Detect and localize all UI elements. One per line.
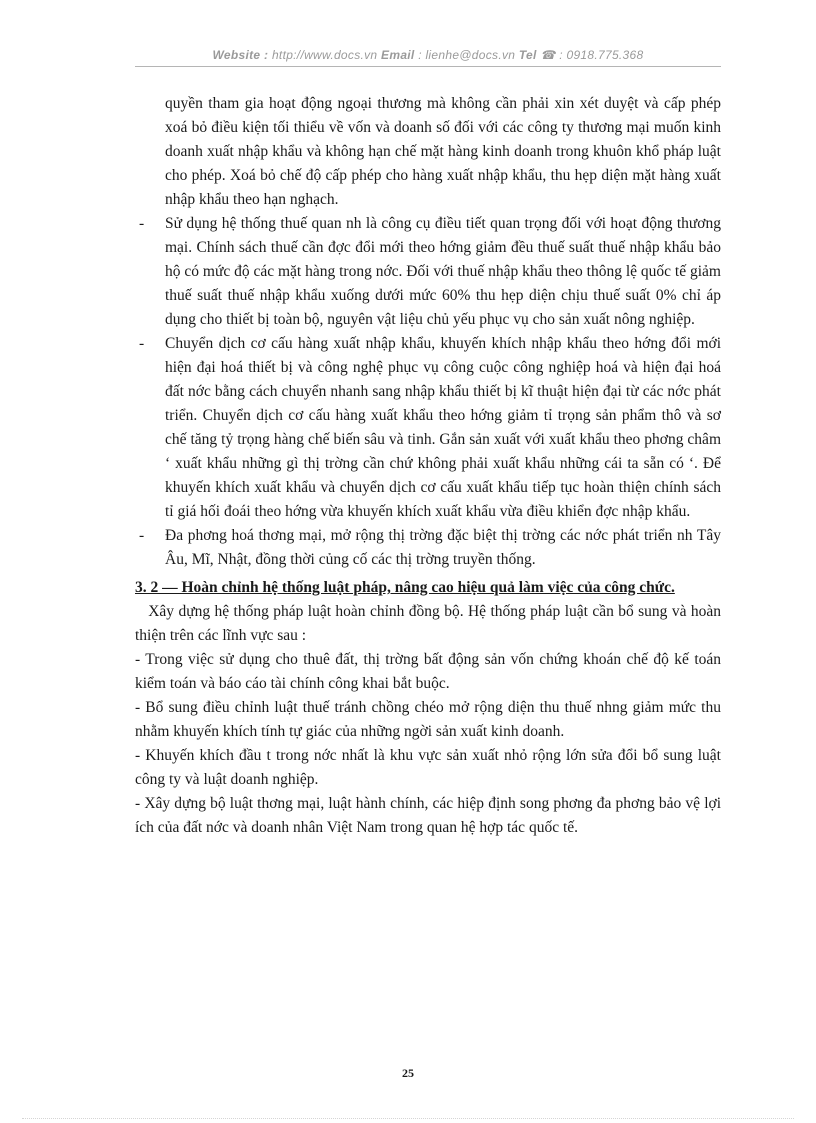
paragraph-1: quyền tham gia hoạt động ngoại thương mà không cần phải xin xét duyệt và cấp phép xoá bỏ điều kiện tối thiểu về vốn và doanh số đối với các công ty thương mại muốn kinh doanh xuất nhập khẩu và không hạn chế mặt hàng kinh doanh trong khuôn khổ pháp luật cho phép. Xoá bỏ chế độ cấp phép cho hàng xuất nhập khẩu, thu hẹp diện mặt hàng xuất nhập khẩu theo hạn nghạch. [165,95,721,208]
phone-icon: ☎ [540,48,556,62]
list-item: - Xây dựng bộ luật thơng mại, luật hành chính, các hiệp định song phơng đa phơng bảo vệ lợi ích của đất nớc và doanh nhân Việt Nam trong quan hệ hợp tác quốc tế. [135,795,721,836]
list-item: - Bổ sung điều chỉnh luật thuế tránh chồng chéo mở rộng diện thu thuế nhng giảm mức thu nhằm khuyến khích tính tự giác của những ngời sản xuất kinh doanh. [135,699,721,740]
tel-label: Tel [518,48,537,62]
section-heading: 3. 2 — Hoàn chỉnh hệ thống luật pháp, nâng cao hiệu quả làm việc của công chức. [135,579,675,596]
page-header [135,48,721,62]
paragraph-2-text: Xây dựng hệ thống pháp luật hoàn chỉnh đồng bộ. Hệ thống pháp luật cần bổ sung và hoàn thiện trên các lĩnh vực sau : [135,603,722,644]
footer-divider [22,1118,794,1119]
bullet-item [135,524,721,572]
paragraph-2 [135,600,721,648]
email-label: Email [381,48,415,62]
list-item: - Khuyến khích đầu t trong nớc nhất là khu vực sản xuất nhỏ rộng lớn sửa đổi bổ sung luật công ty và luật doanh nghiệp. [135,747,721,788]
list-item: - Trong việc sử dụng cho thuê đất, thị trờng bất động sản vốn chứng khoán chế độ kế toán kiểm toán và báo cáo tài chính công khai bắt buộc. [135,651,721,692]
page-number: 25 [402,1066,414,1080]
bullet-text: Chuyển dịch cơ cấu hàng xuất nhập khẩu, khuyến khích nhập khẩu theo hớng đổi mới hiện đại hoá thiết bị và công nghệ phục vụ công cuộc công nghiệp hoá và hiện đại hoá đất nớc bằng cách chuyển nhanh sang nhập khẩu thiết bị kĩ thuật hiện đại từ các nớc phát triển. Chuyển dịch cơ cấu hàng xuất khẩu theo hớng giảm tỉ trọng sản phẩm thô và sơ chế tăng tỷ trọng hàng chế biến sâu và tinh. Gắn sản xuất với xuất khẩu theo phơng châm ‘ xuất khẩu những gì thị trờng cần chứ không phải xuất khẩu những cái ta sẵn có ‘. Để khuyến khích xuất khẩu và chuyển dịch cơ cấu xuất khẩu tiếp tục hoàn thiện chính sách tỉ giá hối đoái theo hớng vừa khuyến khích xuất khẩu vừa điều khiển đợc nhập khẩu. [165,335,721,520]
email-value: : lienhe@docs.vn [414,48,519,62]
header-divider [135,66,721,67]
bullet-text: Sử dụng hệ thống thuế quan nh là công cụ điều tiết quan trọng đối với hoạt động thương mại. Chính sách thuế cần đợc đổi mới theo hớng giảm đều thuế suất thuế nhập khẩu bảo hộ có mức độ các mặt hàng trong nớc. Đối với thuế nhập khẩu theo thông lệ quốc tế giảm thuế suất thuế nhập khẩu xuống dưới mức 60% thu hẹp diện chịu thuế suất 0% chỉ áp dụng cho thiết bị toàn bộ, nguyên vật liệu chủ yếu phục vụ cho sản xuất nông nghiệp. [165,215,721,328]
website-label: Website : [212,48,269,62]
page-content [135,92,721,840]
bullet-item [135,332,721,524]
bullet-item [135,212,721,332]
tel-value: : 0918.775.368 [555,48,644,62]
bullet-dash: - [139,335,145,352]
bullet-dash: - [139,527,145,544]
website-value: http://www.docs.vn [268,48,382,62]
bullet-dash: - [139,215,145,232]
bullet-text: Đa phơng hoá thơng mại, mở rộng thị trờng đặc biệt thị trờng các nớc phát triển nh Tây Âu, Mĩ, Nhật, đồng thời củng cố các thị trờng truyền thống. [165,527,721,568]
